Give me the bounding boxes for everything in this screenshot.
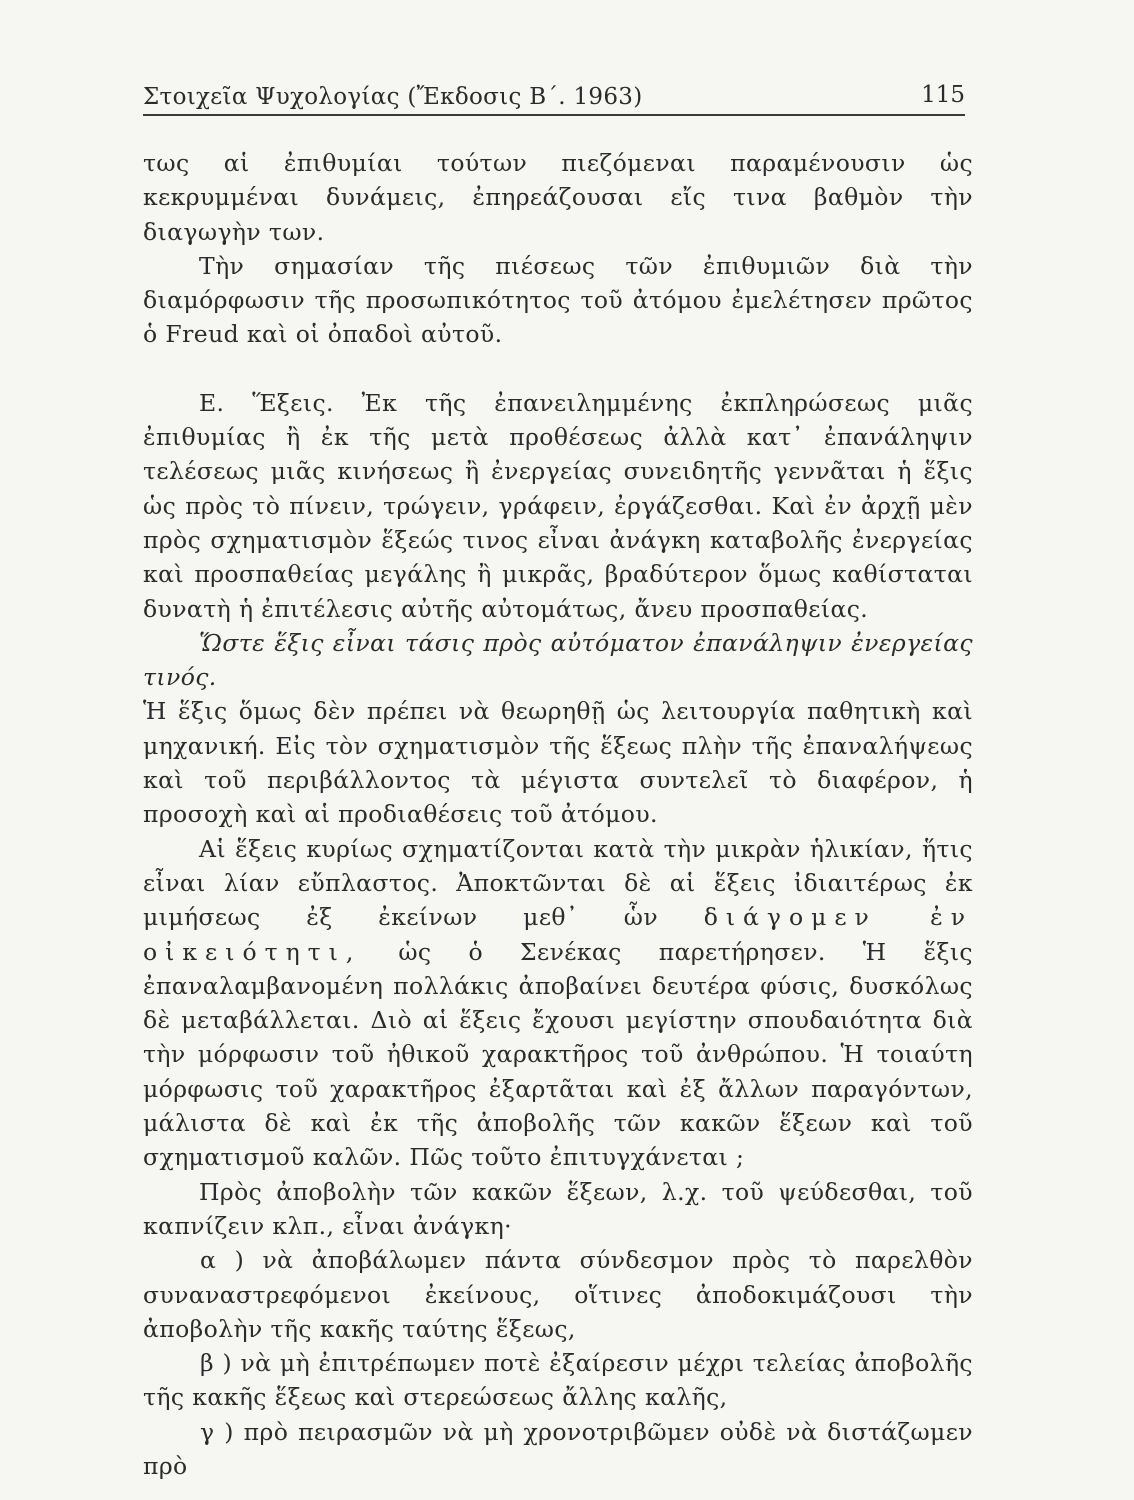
paragraph-habit-formation <box>143 832 973 1175</box>
formation-text-b: ὡς ὁ Σενέκας παρετήρησεν. Ἡ ἕξις ἐπαναλαμβανομένη πολλάκις ἀποβαίνει δευτέρα φύσις, δυσκόλως δὲ μεταβάλλεται. Διὸ αἱ ἕξεις ἔχουσι μεγίστην σπουδαιότητα διὰ τὴν μόρφωσιν τοῦ ἠθικοῦ χαρακτῆρος τοῦ ἀνθρώπου. Ἡ τοιαύτη μόρφωσις τοῦ χαρακτῆρος ἐξαρτᾶται καὶ ἐξ ἄλλων παραγόντων, μάλιστα δὲ καὶ ἐκ τῆς ἀποβολῆς τῶν κακῶν ἕξεων καὶ τοῦ σχηματισμοῦ καλῶν. Πῶς τοῦτο ἐπιτυγχάνεται ; <box>143 937 973 1172</box>
habit-definition: Ὥστε ἕξις εἶναι τάσις πρὸς αὐτόματον ἐπανάληψιν ἐνεργείας τινός. <box>143 628 973 692</box>
list-item-c: γ ) πρὸ πειρασμῶν νὰ μὴ χρονοτριβῶμεν οὐδὲ νὰ διστάζωμεν πρὸ <box>143 1417 973 1480</box>
page-number: 115 <box>921 82 965 108</box>
paragraph-continuation: τως αἱ ἐπιθυμίαι τούτων πιεζόμεναι παραμένουσιν ὡς κεκρυμμέναι δυνάμεις, ἐπηρεάζουσαι εἴς τινα βαθμὸν τὴν διαγωγὴν των. <box>143 149 973 246</box>
header-title: Στοιχεῖα Ψυχολογίας (Ἔκδοσις Β΄. 1963) <box>143 84 643 110</box>
paragraph-freud: Τὴν σημασίαν τῆς πιέσεως τῶν ἐπιθυμιῶν διὰ τὴν διαμόρφωσιν τῆς προσωπικότητος τοῦ ἀτόμου ἐμελέτησεν πρῶτος ὁ Freud καὶ οἱ ὀπαδοὶ αὐτοῦ. <box>143 251 973 349</box>
paragraph-habit-nature: Ἡ ἕξις ὅμως δὲν πρέπει νὰ θεωρηθῇ ὡς λειτουργία παθητικὴ καὶ μηχανική. Εἰς τὸν σχηματισμὸν τῆς ἕξεως πλὴν τῆς ἐπαναλήψεως καὶ τοῦ περιβάλλοντος τὰ μέγιστα συντελεῖ τὸ διαφέρον, ἡ προσοχὴ καὶ αἱ προδιαθέσεις τοῦ ἀτόμου. <box>143 697 973 829</box>
spaced-emphasis: διάγομεν ἐν οἰκειότητι, <box>143 903 974 966</box>
formation-text-a: Αἱ ἕξεις κυρίως σχηματίζονται κατὰ τὴν μικρὰν ἡλικίαν, ἥτις εἶναι λίαν εὔπλαστος. Ἀποκτῶνται δὲ αἱ ἕξεις ἰδιαιτέρως ἐκ μιμήσεως ἐξ ἐκείνων μεθ᾽ ὧν <box>143 834 973 932</box>
running-header <box>143 80 965 116</box>
paragraph-bad-habits: Πρὸς ἀποβολὴν τῶν κακῶν ἕξεων, λ.χ. τοῦ ψεύδεσθαι, τοῦ καπνίζειν κλπ., εἶναι ἀνάγκη· <box>143 1177 973 1240</box>
list-item-b: β ) νὰ μὴ ἐπιτρέπωμεν ποτὲ ἐξαίρεσιν μέχρι τελείας ἀποβολῆς τῆς κακῆς ἕξεως καὶ στερεώσεως ἄλλης καλῆς, <box>143 1349 973 1412</box>
body-text <box>143 146 973 1483</box>
list-item-a: α ) νὰ ἀποβάλωμεν πάντα σύνδεσμον πρὸς τὸ παρελθὸν συναναστρεφόμενοι ἐκείνους, οἵτινες ἀποδοκιμάζουσι τὴν ἀποβολὴν τῆς κακῆς ταύτης ἕξεως, <box>143 1246 973 1343</box>
paragraph-habits-section: Ε. Ἕξεις. Ἐκ τῆς ἐπανειλημμένης ἐκπληρώσεως μιᾶς ἐπιθυμίας ἢ ἐκ τῆς μετὰ προθέσεως ἀλλὰ κατ᾽ ἐπανάληψιν τελέσεως μιᾶς κινήσεως ἢ ἐνεργείας συνειδητῆς γεννᾶται ἡ ἕξις ὡς πρὸς τὸ πίνειν, τρώγειν, γράφειν, ἐργάζεσθαι. Καὶ ἐν ἀρχῇ μὲν πρὸς σχηματισμὸν ἕξεώς τινος εἶναι ἀνάγκη καταβολῆς ἐνεργείας καὶ προσπαθείας μεγάλης ἢ μικρᾶς, βραδύτερον ὅμως καθίσταται δυνατὴ ἡ ἐπιτέλεσις αὐτῆς αὐτομάτως, ἄνευ προσπαθείας. <box>143 388 973 623</box>
